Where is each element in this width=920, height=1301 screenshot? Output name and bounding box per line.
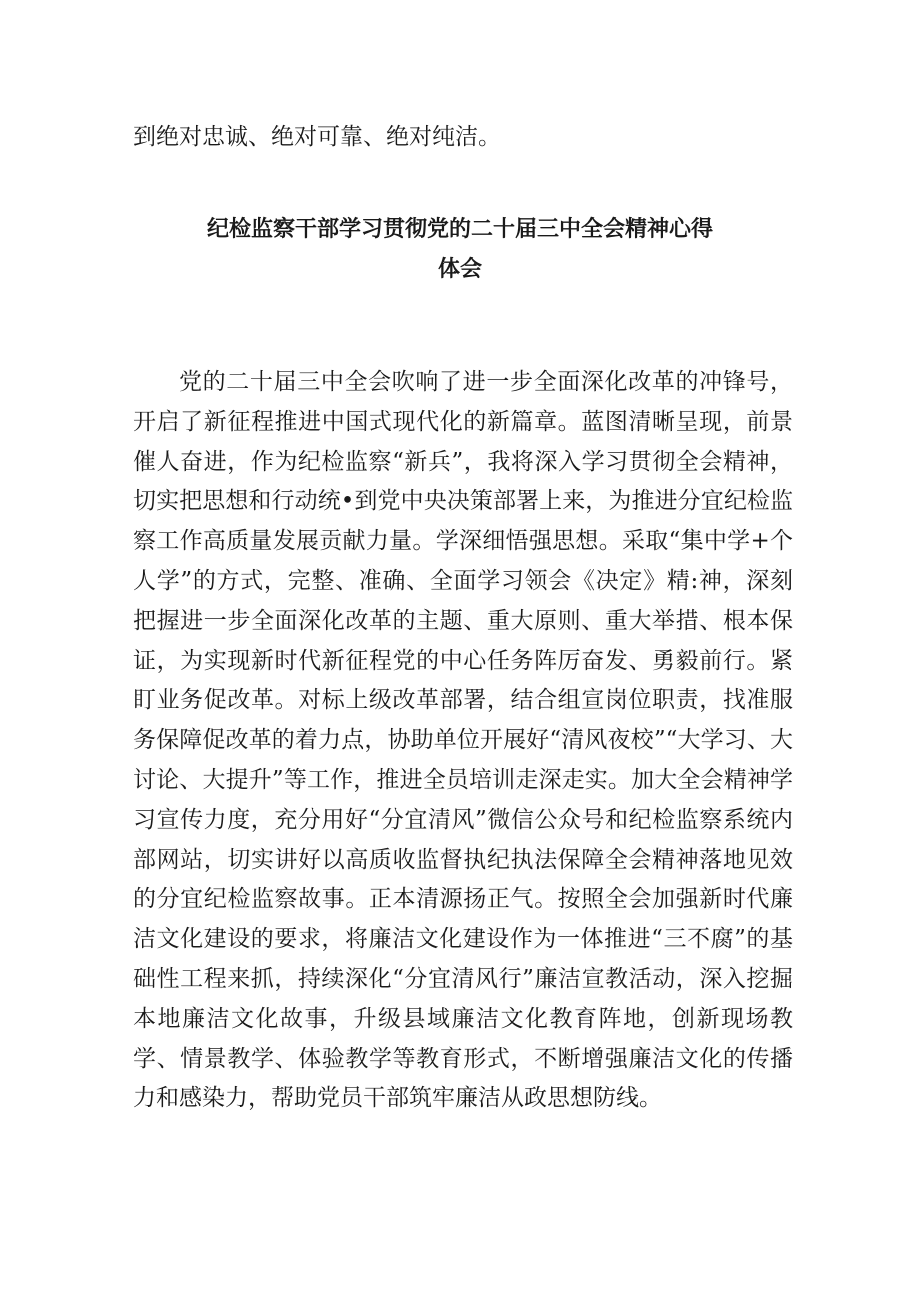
body-paragraph: 党的二十届三中全会吹响了进一步全面深化改革的冲锋号，开启了新征程推进中国式现代化的新篇章。蓝图清晰呈现，前景催人奋进，作为纪检监察“新兵”，我将深入学习贯彻全会精神，切实把思想和行动统•到党中央决策部署上来，为推进分宜纪检监察工作高质量发展贡献力量。学深细悟强思想。采取“集中学+个人学”的方式，完整、准确、全面学习领会《决定》精:神，深刻把握进一步全面深化改革的主题、重大原则、重大举措、根本保证，为实现新时代新征程党的中心任务阵厉奋发、勇毅前行。紧盯业务促改革。对标上级改革部署，结合组宣岗位职责，找准服务保障促改革的着力点，协助单位开展好“清风夜校”“大学习、大讨论、大提升”等工作，推进全员培训走深走实。加大全会精神学习宣传力度，充分用好“分宜清风”微信公众号和纪检监察系统内部网站，切实讲好以高质收监督执纪执法保障全会精神落地见效的分宜纪检监察故事。正本清源扬正气。按照全会加强新时代廉洁文化建设的要求，将廉洁文化建设作为一体推进“三不腐”的基础性工程来抓，持续深化“分宜清风行”廉洁宣教活动，深入挖掘本地廉洁文化故事，升级县域廉洁文化教育阵地，创新现场教学、情景教学、体验教学等教育形式，不断增强廉洁文化的传播力和感染力，帮助党员干部筑牢廉洁从政思想防线。: [133, 369, 793, 1112]
title-line-2: 体会: [437, 256, 482, 282]
title-line-1: 纪检监察干部学习贯彻党的二十届三中全会精神心得: [206, 216, 713, 242]
carry-over-text: 到绝对忠诚、绝对可靠、绝对纯洁。: [133, 124, 501, 150]
article-title: [150, 209, 770, 289]
